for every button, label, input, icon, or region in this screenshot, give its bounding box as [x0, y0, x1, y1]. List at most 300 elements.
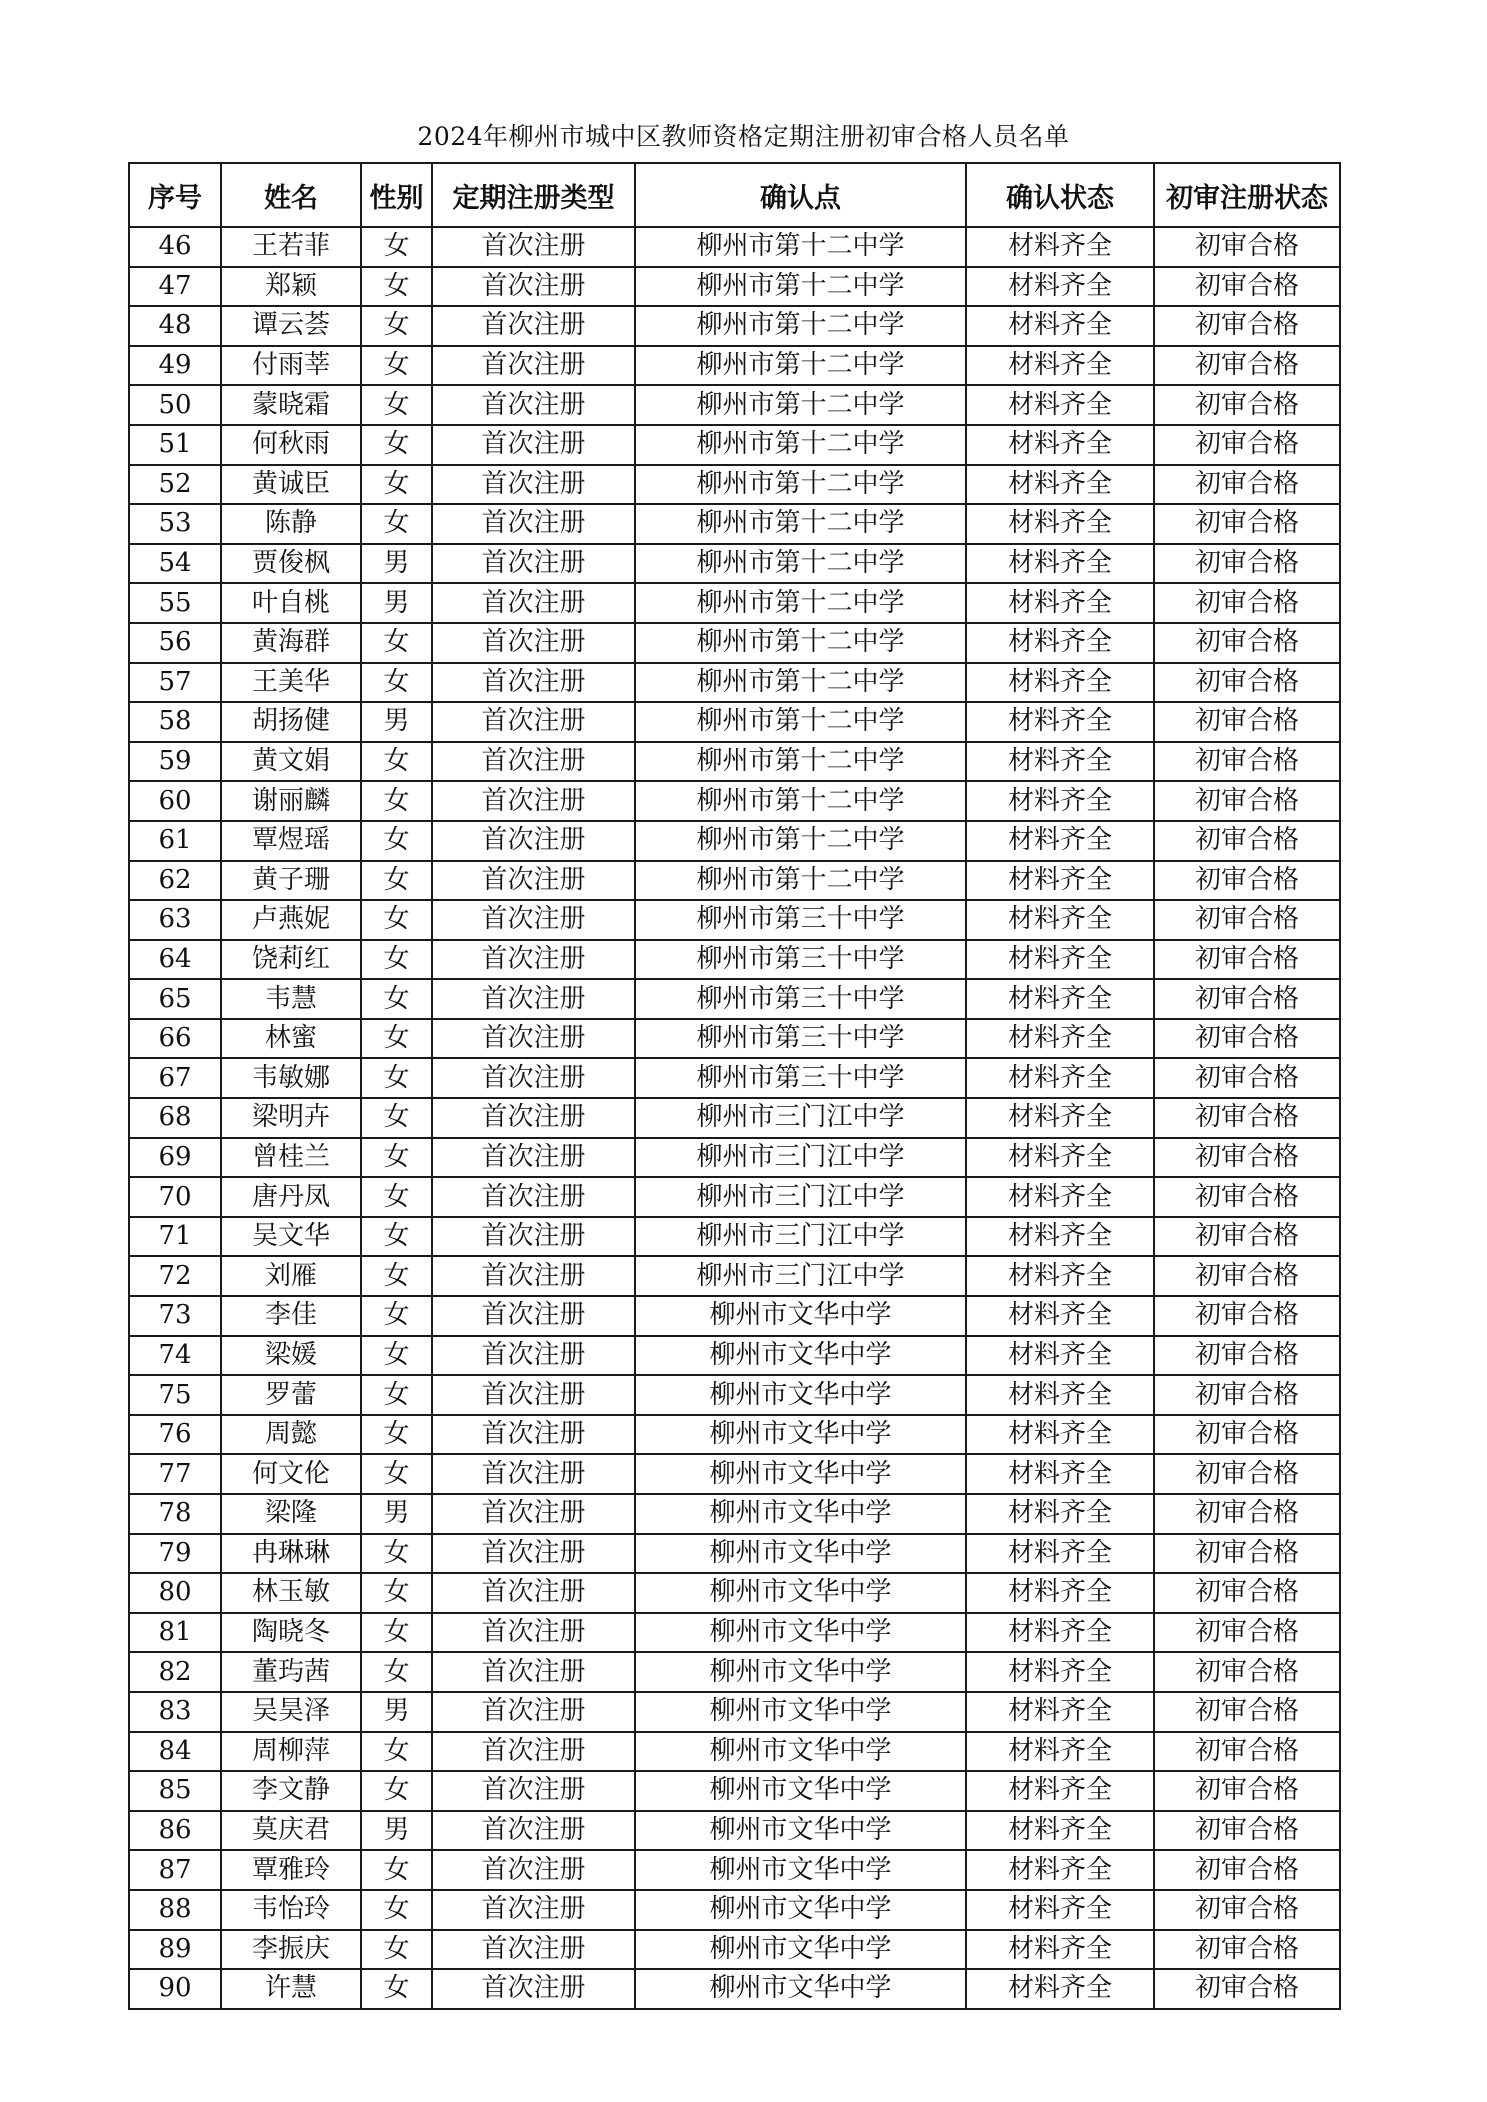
cell-registration-type: 首次注册	[432, 1336, 635, 1376]
cell-registration-type: 首次注册	[432, 1454, 635, 1494]
cell-registration-type: 首次注册	[432, 1256, 635, 1296]
table-row	[129, 465, 1340, 505]
cell-gender: 女	[361, 346, 432, 386]
cell-confirmation-status: 材料齐全	[966, 385, 1154, 425]
cell-confirmation-status: 材料齐全	[966, 1415, 1154, 1455]
cell-gender: 男	[361, 1494, 432, 1534]
cell-seq: 76	[129, 1415, 221, 1455]
cell-name: 冉琳琳	[221, 1534, 361, 1574]
cell-gender: 女	[361, 1415, 432, 1455]
cell-name: 周懿	[221, 1415, 361, 1455]
table-row	[129, 1652, 1340, 1692]
cell-gender: 男	[361, 544, 432, 584]
cell-review-status: 初审合格	[1154, 861, 1340, 901]
cell-review-status: 初审合格	[1154, 1415, 1340, 1455]
cell-name: 林蜜	[221, 1019, 361, 1059]
cell-seq: 83	[129, 1692, 221, 1732]
cell-gender: 女	[361, 663, 432, 703]
cell-seq: 86	[129, 1811, 221, 1851]
cell-confirmation-site: 柳州市三门江中学	[635, 1098, 966, 1138]
cell-seq: 53	[129, 504, 221, 544]
cell-registration-type: 首次注册	[432, 1296, 635, 1336]
cell-confirmation-site: 柳州市文华中学	[635, 1732, 966, 1772]
cell-name: 郑颖	[221, 267, 361, 307]
header-confirmation-site: 确认点	[635, 163, 966, 227]
cell-seq: 48	[129, 306, 221, 346]
cell-gender: 女	[361, 227, 432, 267]
table-row	[129, 1296, 1340, 1336]
table-row	[129, 385, 1340, 425]
cell-registration-type: 首次注册	[432, 346, 635, 386]
cell-seq: 65	[129, 979, 221, 1019]
cell-registration-type: 首次注册	[432, 702, 635, 742]
cell-confirmation-status: 材料齐全	[966, 1692, 1154, 1732]
header-review-status: 初审注册状态	[1154, 163, 1340, 227]
cell-review-status: 初审合格	[1154, 385, 1340, 425]
cell-seq: 64	[129, 940, 221, 980]
cell-registration-type: 首次注册	[432, 1138, 635, 1178]
cell-review-status: 初审合格	[1154, 504, 1340, 544]
cell-seq: 57	[129, 663, 221, 703]
cell-seq: 67	[129, 1058, 221, 1098]
roster-table	[128, 162, 1341, 2010]
cell-review-status: 初审合格	[1154, 1217, 1340, 1257]
cell-registration-type: 首次注册	[432, 940, 635, 980]
cell-gender: 女	[361, 1138, 432, 1178]
cell-confirmation-status: 材料齐全	[966, 1930, 1154, 1970]
cell-review-status: 初审合格	[1154, 544, 1340, 584]
cell-registration-type: 首次注册	[432, 861, 635, 901]
cell-name: 卢燕妮	[221, 900, 361, 940]
cell-confirmation-site: 柳州市文华中学	[635, 1573, 966, 1613]
cell-confirmation-status: 材料齐全	[966, 781, 1154, 821]
cell-review-status: 初审合格	[1154, 742, 1340, 782]
cell-name: 李文静	[221, 1771, 361, 1811]
cell-confirmation-status: 材料齐全	[966, 1732, 1154, 1772]
cell-confirmation-status: 材料齐全	[966, 742, 1154, 782]
cell-confirmation-site: 柳州市文华中学	[635, 1969, 966, 2009]
cell-confirmation-site: 柳州市第十二中学	[635, 663, 966, 703]
cell-gender: 女	[361, 1573, 432, 1613]
cell-confirmation-status: 材料齐全	[966, 306, 1154, 346]
cell-confirmation-status: 材料齐全	[966, 1336, 1154, 1376]
cell-confirmation-status: 材料齐全	[966, 583, 1154, 623]
cell-confirmation-site: 柳州市文华中学	[635, 1454, 966, 1494]
cell-confirmation-status: 材料齐全	[966, 465, 1154, 505]
cell-name: 黄文娟	[221, 742, 361, 782]
cell-review-status: 初审合格	[1154, 1058, 1340, 1098]
cell-registration-type: 首次注册	[432, 1375, 635, 1415]
cell-gender: 女	[361, 1019, 432, 1059]
cell-seq: 50	[129, 385, 221, 425]
table-row	[129, 267, 1340, 307]
cell-gender: 女	[361, 623, 432, 663]
cell-registration-type: 首次注册	[432, 1930, 635, 1970]
cell-gender: 女	[361, 1217, 432, 1257]
cell-confirmation-status: 材料齐全	[966, 1256, 1154, 1296]
cell-confirmation-site: 柳州市三门江中学	[635, 1138, 966, 1178]
cell-confirmation-status: 材料齐全	[966, 940, 1154, 980]
cell-confirmation-status: 材料齐全	[966, 1613, 1154, 1653]
table-body	[129, 227, 1340, 2009]
header-gender: 性别	[361, 163, 432, 227]
cell-review-status: 初审合格	[1154, 346, 1340, 386]
cell-name: 王若菲	[221, 227, 361, 267]
cell-name: 黄诚臣	[221, 465, 361, 505]
table-row	[129, 504, 1340, 544]
table-row	[129, 781, 1340, 821]
cell-seq: 84	[129, 1732, 221, 1772]
cell-confirmation-status: 材料齐全	[966, 1811, 1154, 1851]
cell-seq: 89	[129, 1930, 221, 1970]
cell-review-status: 初审合格	[1154, 623, 1340, 663]
cell-review-status: 初审合格	[1154, 821, 1340, 861]
cell-name: 刘雁	[221, 1256, 361, 1296]
cell-confirmation-site: 柳州市文华中学	[635, 1692, 966, 1732]
cell-name: 何文伦	[221, 1454, 361, 1494]
cell-confirmation-site: 柳州市三门江中学	[635, 1217, 966, 1257]
cell-registration-type: 首次注册	[432, 1692, 635, 1732]
cell-gender: 女	[361, 1930, 432, 1970]
cell-review-status: 初审合格	[1154, 1336, 1340, 1376]
cell-gender: 女	[361, 821, 432, 861]
cell-name: 许慧	[221, 1969, 361, 2009]
cell-registration-type: 首次注册	[432, 1850, 635, 1890]
cell-confirmation-site: 柳州市第三十中学	[635, 900, 966, 940]
cell-seq: 52	[129, 465, 221, 505]
cell-confirmation-site: 柳州市文华中学	[635, 1811, 966, 1851]
cell-name: 陶晓冬	[221, 1613, 361, 1653]
cell-registration-type: 首次注册	[432, 663, 635, 703]
cell-review-status: 初审合格	[1154, 900, 1340, 940]
cell-name: 林玉敏	[221, 1573, 361, 1613]
cell-review-status: 初审合格	[1154, 1613, 1340, 1653]
cell-seq: 85	[129, 1771, 221, 1811]
table-row	[129, 940, 1340, 980]
cell-name: 胡扬健	[221, 702, 361, 742]
cell-registration-type: 首次注册	[432, 1771, 635, 1811]
cell-registration-type: 首次注册	[432, 425, 635, 465]
cell-registration-type: 首次注册	[432, 267, 635, 307]
cell-review-status: 初审合格	[1154, 1494, 1340, 1534]
cell-gender: 女	[361, 1969, 432, 2009]
table-header-row	[129, 163, 1340, 227]
cell-registration-type: 首次注册	[432, 504, 635, 544]
cell-review-status: 初审合格	[1154, 425, 1340, 465]
table-row	[129, 623, 1340, 663]
cell-seq: 71	[129, 1217, 221, 1257]
cell-seq: 56	[129, 623, 221, 663]
cell-gender: 女	[361, 1256, 432, 1296]
table-row	[129, 1930, 1340, 1970]
cell-confirmation-site: 柳州市第十二中学	[635, 504, 966, 544]
cell-confirmation-status: 材料齐全	[966, 623, 1154, 663]
table-row	[129, 1138, 1340, 1178]
cell-gender: 女	[361, 940, 432, 980]
cell-seq: 55	[129, 583, 221, 623]
cell-review-status: 初审合格	[1154, 1019, 1340, 1059]
cell-gender: 女	[361, 781, 432, 821]
cell-registration-type: 首次注册	[432, 1652, 635, 1692]
cell-gender: 女	[361, 1732, 432, 1772]
table-row	[129, 1058, 1340, 1098]
cell-registration-type: 首次注册	[432, 583, 635, 623]
cell-confirmation-status: 材料齐全	[966, 979, 1154, 1019]
table-row	[129, 702, 1340, 742]
cell-gender: 女	[361, 900, 432, 940]
header-seq: 序号	[129, 163, 221, 227]
cell-confirmation-status: 材料齐全	[966, 1138, 1154, 1178]
cell-confirmation-site: 柳州市第十二中学	[635, 544, 966, 584]
header-registration-type: 定期注册类型	[432, 163, 635, 227]
cell-name: 韦怡玲	[221, 1890, 361, 1930]
cell-registration-type: 首次注册	[432, 1613, 635, 1653]
cell-confirmation-site: 柳州市第十二中学	[635, 465, 966, 505]
cell-review-status: 初审合格	[1154, 1098, 1340, 1138]
cell-review-status: 初审合格	[1154, 940, 1340, 980]
cell-confirmation-site: 柳州市第三十中学	[635, 1019, 966, 1059]
table-row	[129, 979, 1340, 1019]
table-row	[129, 861, 1340, 901]
cell-gender: 女	[361, 1652, 432, 1692]
cell-seq: 51	[129, 425, 221, 465]
cell-registration-type: 首次注册	[432, 623, 635, 663]
cell-confirmation-status: 材料齐全	[966, 702, 1154, 742]
cell-gender: 女	[361, 1890, 432, 1930]
cell-review-status: 初审合格	[1154, 1850, 1340, 1890]
cell-registration-type: 首次注册	[432, 544, 635, 584]
cell-registration-type: 首次注册	[432, 306, 635, 346]
cell-gender: 女	[361, 1613, 432, 1653]
cell-confirmation-status: 材料齐全	[966, 663, 1154, 703]
cell-seq: 54	[129, 544, 221, 584]
cell-confirmation-site: 柳州市第十二中学	[635, 702, 966, 742]
cell-seq: 49	[129, 346, 221, 386]
cell-review-status: 初审合格	[1154, 1534, 1340, 1574]
table-row	[129, 425, 1340, 465]
cell-seq: 59	[129, 742, 221, 782]
cell-name: 曾桂兰	[221, 1138, 361, 1178]
cell-name: 董玙茜	[221, 1652, 361, 1692]
table-row	[129, 1217, 1340, 1257]
cell-confirmation-status: 材料齐全	[966, 1969, 1154, 2009]
cell-name: 李振庆	[221, 1930, 361, 1970]
cell-confirmation-status: 材料齐全	[966, 267, 1154, 307]
cell-review-status: 初审合格	[1154, 465, 1340, 505]
cell-gender: 女	[361, 425, 432, 465]
cell-review-status: 初审合格	[1154, 306, 1340, 346]
cell-name: 蒙晓霜	[221, 385, 361, 425]
cell-seq: 66	[129, 1019, 221, 1059]
cell-seq: 47	[129, 267, 221, 307]
cell-confirmation-status: 材料齐全	[966, 861, 1154, 901]
cell-confirmation-status: 材料齐全	[966, 1494, 1154, 1534]
cell-name: 贾俊枫	[221, 544, 361, 584]
cell-review-status: 初审合格	[1154, 227, 1340, 267]
cell-name: 黄子珊	[221, 861, 361, 901]
table-row	[129, 227, 1340, 267]
cell-seq: 77	[129, 1454, 221, 1494]
cell-confirmation-status: 材料齐全	[966, 346, 1154, 386]
cell-gender: 女	[361, 385, 432, 425]
cell-confirmation-status: 材料齐全	[966, 1454, 1154, 1494]
cell-review-status: 初审合格	[1154, 1732, 1340, 1772]
table-row	[129, 1969, 1340, 2009]
cell-review-status: 初审合格	[1154, 583, 1340, 623]
table-row	[129, 1177, 1340, 1217]
cell-registration-type: 首次注册	[432, 1019, 635, 1059]
table-row	[129, 663, 1340, 703]
cell-seq: 74	[129, 1336, 221, 1376]
cell-confirmation-status: 材料齐全	[966, 1177, 1154, 1217]
cell-name: 梁明卉	[221, 1098, 361, 1138]
cell-registration-type: 首次注册	[432, 821, 635, 861]
cell-registration-type: 首次注册	[432, 1732, 635, 1772]
cell-review-status: 初审合格	[1154, 267, 1340, 307]
cell-confirmation-status: 材料齐全	[966, 1058, 1154, 1098]
cell-confirmation-site: 柳州市三门江中学	[635, 1177, 966, 1217]
cell-seq: 82	[129, 1652, 221, 1692]
cell-registration-type: 首次注册	[432, 1534, 635, 1574]
cell-confirmation-site: 柳州市第十二中学	[635, 306, 966, 346]
table-row	[129, 306, 1340, 346]
cell-confirmation-site: 柳州市文华中学	[635, 1534, 966, 1574]
cell-confirmation-site: 柳州市第十二中学	[635, 227, 966, 267]
table-row	[129, 1534, 1340, 1574]
cell-gender: 女	[361, 267, 432, 307]
table-row	[129, 346, 1340, 386]
cell-gender: 女	[361, 1336, 432, 1376]
cell-review-status: 初审合格	[1154, 979, 1340, 1019]
cell-registration-type: 首次注册	[432, 465, 635, 505]
cell-name: 陈静	[221, 504, 361, 544]
cell-name: 韦慧	[221, 979, 361, 1019]
cell-name: 李佳	[221, 1296, 361, 1336]
cell-registration-type: 首次注册	[432, 1494, 635, 1534]
cell-confirmation-site: 柳州市文华中学	[635, 1375, 966, 1415]
cell-registration-type: 首次注册	[432, 1890, 635, 1930]
cell-name: 吴文华	[221, 1217, 361, 1257]
cell-name: 吴昊泽	[221, 1692, 361, 1732]
cell-confirmation-site: 柳州市文华中学	[635, 1296, 966, 1336]
cell-review-status: 初审合格	[1154, 1692, 1340, 1732]
cell-seq: 58	[129, 702, 221, 742]
cell-review-status: 初审合格	[1154, 1177, 1340, 1217]
cell-confirmation-status: 材料齐全	[966, 1019, 1154, 1059]
cell-confirmation-status: 材料齐全	[966, 1850, 1154, 1890]
table-row	[129, 1336, 1340, 1376]
cell-name: 韦敏娜	[221, 1058, 361, 1098]
cell-confirmation-site: 柳州市文华中学	[635, 1652, 966, 1692]
cell-confirmation-status: 材料齐全	[966, 1652, 1154, 1692]
cell-seq: 62	[129, 861, 221, 901]
cell-confirmation-status: 材料齐全	[966, 1534, 1154, 1574]
cell-seq: 69	[129, 1138, 221, 1178]
cell-gender: 女	[361, 979, 432, 1019]
cell-confirmation-site: 柳州市第十二中学	[635, 623, 966, 663]
cell-confirmation-status: 材料齐全	[966, 821, 1154, 861]
header-confirmation-status: 确认状态	[966, 163, 1154, 227]
table-row	[129, 1890, 1340, 1930]
cell-seq: 81	[129, 1613, 221, 1653]
cell-name: 饶莉红	[221, 940, 361, 980]
cell-name: 覃煜瑶	[221, 821, 361, 861]
cell-confirmation-site: 柳州市第十二中学	[635, 267, 966, 307]
cell-registration-type: 首次注册	[432, 781, 635, 821]
cell-name: 梁媛	[221, 1336, 361, 1376]
cell-confirmation-site: 柳州市第三十中学	[635, 1058, 966, 1098]
cell-name: 唐丹凤	[221, 1177, 361, 1217]
cell-registration-type: 首次注册	[432, 900, 635, 940]
cell-confirmation-status: 材料齐全	[966, 1296, 1154, 1336]
cell-review-status: 初审合格	[1154, 1296, 1340, 1336]
cell-registration-type: 首次注册	[432, 1811, 635, 1851]
cell-confirmation-status: 材料齐全	[966, 1217, 1154, 1257]
cell-confirmation-site: 柳州市文华中学	[635, 1890, 966, 1930]
cell-review-status: 初审合格	[1154, 1375, 1340, 1415]
table-row	[129, 1613, 1340, 1653]
table-row	[129, 1811, 1340, 1851]
cell-seq: 73	[129, 1296, 221, 1336]
cell-seq: 80	[129, 1573, 221, 1613]
cell-confirmation-site: 柳州市文华中学	[635, 1613, 966, 1653]
cell-seq: 75	[129, 1375, 221, 1415]
cell-review-status: 初审合格	[1154, 1890, 1340, 1930]
cell-seq: 79	[129, 1534, 221, 1574]
cell-name: 黄海群	[221, 623, 361, 663]
cell-name: 覃雅玲	[221, 1850, 361, 1890]
cell-gender: 女	[361, 306, 432, 346]
table-row	[129, 1850, 1340, 1890]
cell-gender: 男	[361, 1811, 432, 1851]
cell-review-status: 初审合格	[1154, 1573, 1340, 1613]
cell-seq: 68	[129, 1098, 221, 1138]
cell-confirmation-status: 材料齐全	[966, 1890, 1154, 1930]
cell-seq: 72	[129, 1256, 221, 1296]
cell-registration-type: 首次注册	[432, 1969, 635, 2009]
cell-name: 付雨莘	[221, 346, 361, 386]
cell-confirmation-site: 柳州市文华中学	[635, 1336, 966, 1376]
cell-gender: 男	[361, 702, 432, 742]
cell-seq: 70	[129, 1177, 221, 1217]
cell-confirmation-site: 柳州市文华中学	[635, 1415, 966, 1455]
cell-confirmation-status: 材料齐全	[966, 227, 1154, 267]
cell-registration-type: 首次注册	[432, 742, 635, 782]
cell-registration-type: 首次注册	[432, 1058, 635, 1098]
cell-confirmation-site: 柳州市三门江中学	[635, 1256, 966, 1296]
cell-confirmation-site: 柳州市第十二中学	[635, 861, 966, 901]
cell-seq: 87	[129, 1850, 221, 1890]
cell-gender: 女	[361, 1177, 432, 1217]
cell-review-status: 初审合格	[1154, 1969, 1340, 2009]
cell-name: 罗蕾	[221, 1375, 361, 1415]
document-title: 2024年柳州市城中区教师资格定期注册初审合格人员名单	[417, 122, 1070, 151]
cell-review-status: 初审合格	[1154, 1930, 1340, 1970]
cell-confirmation-site: 柳州市文华中学	[635, 1771, 966, 1811]
cell-name: 谭云荟	[221, 306, 361, 346]
table-row	[129, 583, 1340, 623]
cell-confirmation-site: 柳州市第十二中学	[635, 385, 966, 425]
table-row	[129, 1732, 1340, 1772]
table-row	[129, 1019, 1340, 1059]
cell-confirmation-site: 柳州市第十二中学	[635, 425, 966, 465]
table-row	[129, 1573, 1340, 1613]
cell-confirmation-site: 柳州市第三十中学	[635, 940, 966, 980]
cell-confirmation-site: 柳州市第十二中学	[635, 742, 966, 782]
cell-name: 梁隆	[221, 1494, 361, 1534]
cell-name: 王美华	[221, 663, 361, 703]
cell-gender: 女	[361, 1771, 432, 1811]
